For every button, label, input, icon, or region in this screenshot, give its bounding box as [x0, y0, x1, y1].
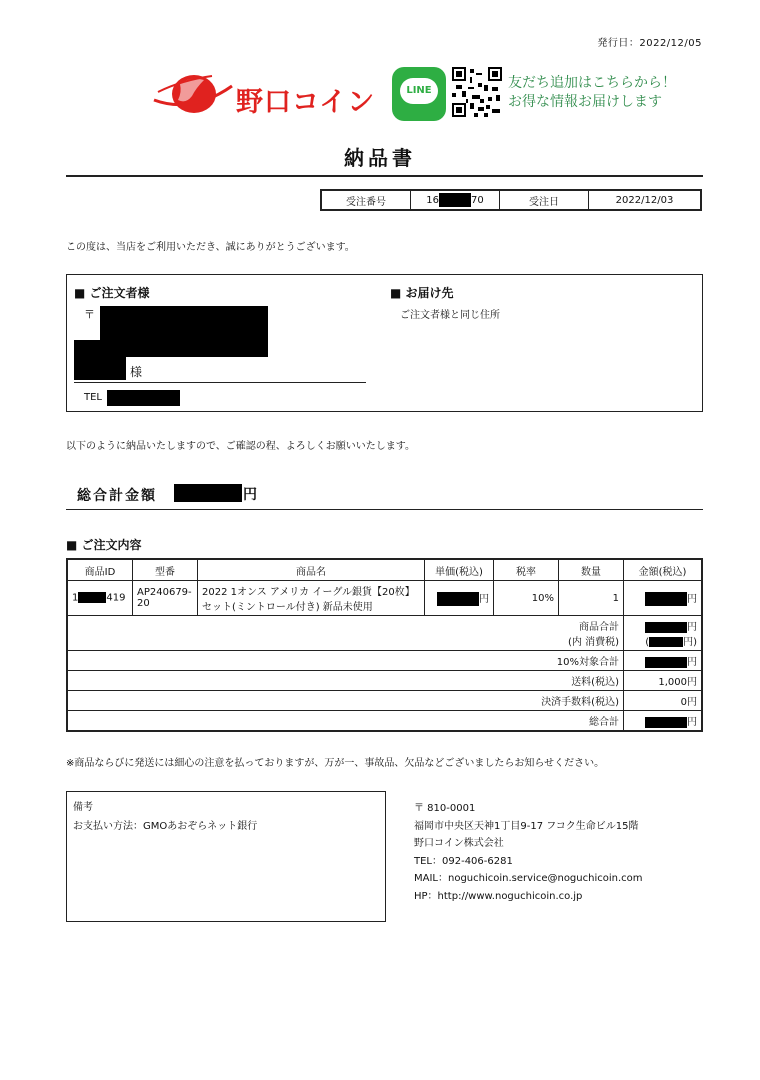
item-tax-rate: 10% [494, 581, 559, 616]
document-title: 納品書 [344, 146, 416, 170]
item-name-2: セット(ミントロール付き) 新品未使用 [202, 602, 373, 613]
header-cell: 商品ID [67, 559, 133, 581]
yen: 円 [687, 622, 697, 633]
redaction [107, 390, 180, 406]
shipping-fee-label: 送料(税込) [67, 671, 624, 691]
yen: 円 [687, 717, 697, 728]
redaction [439, 193, 471, 207]
item-name [198, 581, 425, 616]
remarks-label: 備考 [73, 802, 93, 813]
items-table [66, 558, 703, 732]
postal-mark: 〒 [84, 308, 95, 321]
redaction [649, 637, 683, 647]
items-header-row [67, 559, 702, 581]
line-message-1: 友だち追加はこちらから！ [508, 75, 676, 91]
header-cell: 金額(税込) [624, 559, 703, 581]
payment-method: お支払い方法：GMOあおぞらネット銀行 [73, 821, 258, 832]
tax-label: (内 消費税) [568, 637, 619, 648]
redaction [74, 340, 126, 380]
paren-close: 円) [683, 637, 697, 648]
redaction [78, 592, 106, 603]
order-date-value: 2022/12/03 [589, 190, 702, 210]
payment-fee-label: 決済手数料(税込) [67, 691, 624, 711]
company-tel: TEL：092-406-6281 [414, 855, 513, 867]
yen: 円 [687, 657, 697, 668]
company-postal: 〒 810-0001 [414, 803, 476, 814]
subtotal-value-cell [624, 616, 703, 651]
yen: 円 [479, 594, 489, 605]
globe-logo-icon [152, 70, 234, 116]
redaction [645, 592, 687, 606]
grand-total-value [624, 711, 703, 732]
taxable-row [67, 651, 702, 671]
greeting-text: この度は、当店をご利用いただき、誠にありがとうございます。 [66, 242, 355, 253]
order-date-label: 受注日 [500, 190, 589, 210]
line-message-2: お得な情報お届けします [508, 94, 662, 110]
item-name-1: 2022 1オンス アメリカ イーグル銀貨【20枚】 [202, 587, 415, 598]
item-amount [624, 581, 703, 616]
grand-total-label: 総合計 [67, 711, 624, 732]
order-detail-label: ■ ご注文内容 [66, 538, 142, 552]
item-model-1: AP240679- [137, 587, 192, 598]
subtotal-label: 商品合計 [579, 622, 619, 633]
company-hp[interactable]: HP：http://www.noguchicoin.co.jp [414, 890, 583, 902]
line-logo-text: LINE [400, 78, 438, 104]
remarks-box [66, 791, 386, 922]
header-cell: 型番 [133, 559, 198, 581]
item-model-2: 20 [137, 598, 150, 609]
paren-open: ( [645, 637, 650, 648]
shipping-fee-value: 1,000円 [624, 671, 703, 691]
header-cell: 単価(税込) [425, 559, 494, 581]
brand-name: 野口コイン [236, 87, 376, 118]
qr-code-icon[interactable] [452, 67, 502, 117]
customer-label: ■ ご注文者様 [74, 286, 150, 300]
order-number-value [411, 190, 500, 210]
header-cell: 数量 [559, 559, 624, 581]
company-mail[interactable]: MAIL：noguchicoin.service@noguchicoin.com [414, 873, 643, 884]
table-row [67, 581, 702, 616]
subtotal-label-cell [67, 616, 624, 651]
company-name: 野口コイン株式会社 [414, 838, 504, 849]
total-label: 総合計金額 [77, 488, 157, 504]
item-id [67, 581, 133, 616]
order-number-prefix: 16 [426, 195, 439, 206]
redaction [645, 657, 687, 668]
order-number-label: 受注番号 [321, 190, 411, 210]
shipping-row [67, 671, 702, 691]
redaction [645, 622, 687, 633]
yen: 円 [687, 594, 697, 605]
customer-sama: 様 [130, 365, 143, 379]
shipping-address: ご注文者様と同じ住所 [400, 310, 500, 321]
item-quantity: 1 [559, 581, 624, 616]
title-divider [66, 175, 703, 177]
grand-total-row [67, 711, 702, 732]
item-id-prefix: 1 [72, 592, 79, 604]
notice-text: 以下のように納品いたしますので、ご確認の程、よろしくお願いいたします。 [66, 441, 415, 452]
redaction [437, 592, 479, 606]
taxable-value [624, 651, 703, 671]
subtotal-row [67, 616, 702, 651]
redaction [174, 484, 242, 502]
total-yen: 円 [243, 487, 257, 503]
item-id-suffix: 419 [106, 592, 126, 604]
order-info-table [320, 189, 702, 211]
company-address: 福岡市中央区天神1丁目9-17 フコク生命ビル15階 [414, 820, 639, 832]
header-cell: 商品名 [198, 559, 425, 581]
payment-fee-value: 0円 [624, 691, 703, 711]
item-model [133, 581, 198, 616]
taxable-label: 10%対象合計 [67, 651, 624, 671]
item-unit-price [425, 581, 494, 616]
total-divider [66, 509, 703, 510]
redaction [645, 717, 687, 728]
company-info [414, 800, 643, 905]
tel-label: TEL [84, 392, 102, 403]
line-message [508, 74, 676, 112]
header-cell: 税率 [494, 559, 559, 581]
order-number-suffix: 70 [471, 195, 484, 206]
caution-text: ※商品ならびに発送には細心の注意を払っておりますが、万が一、事故品、欠品などございましたらお知らせください。 [66, 758, 605, 769]
shipping-label: ■ お届け先 [390, 286, 454, 300]
fee-row [67, 691, 702, 711]
issue-date: 発行日：2022/12/05 [597, 38, 702, 49]
customer-name-rule [74, 382, 366, 383]
